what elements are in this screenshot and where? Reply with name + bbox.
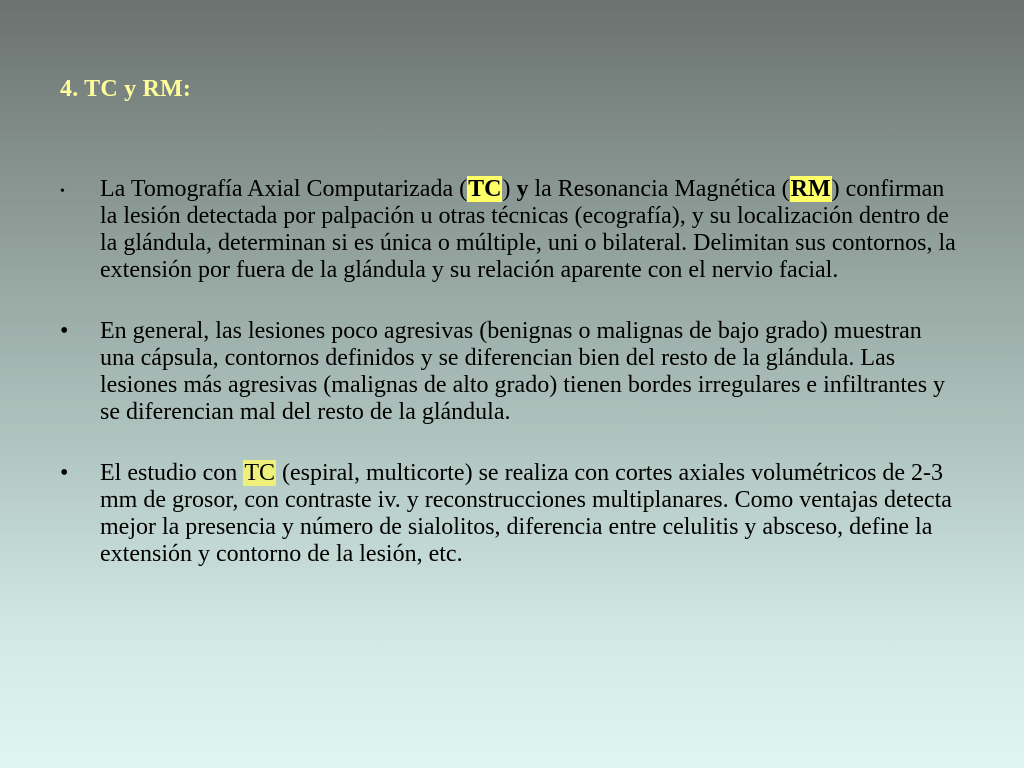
highlight-tc: TC — [468, 176, 502, 202]
slide-title: 4. TC y RM: — [60, 76, 192, 102]
bullet-text-segment: ) confirman la lesión detectada por palpación u otras técnicas (ecografía), y su localización dentro de la glándula, determinan si es única o múltiple, uni o bilateral. Delimitan sus contornos, la extensión por fuera de la glándula y su relación aparente con el nervio facial. — [100, 176, 956, 283]
bullet-item-lesions — [60, 318, 960, 426]
bullet-text-segment: la Resonancia Magnética ( — [528, 176, 790, 202]
bullet-marker: • — [60, 184, 65, 199]
bullet-text-segment: (espiral, multicorte) se realiza con cortes axiales volumétricos de 2-3 mm de grosor, con contraste iv. y reconstrucciones multiplanares. Como ventajas detecta mejor la presencia y número de sialolitos, diferencia entre celulitis y absceso, define la extensión y contorno de la lesión, etc. — [100, 460, 952, 567]
bullet-text-segment-bold: y — [510, 176, 529, 202]
highlight-tc: TC — [244, 460, 275, 486]
bullet-list — [60, 176, 960, 602]
bullet-item-ct-mri — [60, 176, 960, 284]
bullet-marker: • — [60, 318, 69, 344]
bullet-text: En general, las lesiones poco agresivas (benignas o malignas de bajo grado) muestran una cápsula, contornos definidos y se diferencian bien del resto de la glándula. Las lesiones más agresivas (malignas de alto grado) tienen bordes irregulares e infiltrantes y se diferencian mal del resto de la glándula. — [100, 318, 946, 425]
bullet-text-segment: La Tomografía Axial Computarizada ( — [100, 176, 468, 202]
highlight-rm: RM — [790, 176, 831, 202]
bullet-item-ct-study — [60, 460, 960, 568]
bullet-text-segment: ) — [502, 176, 511, 202]
bullet-marker: • — [60, 460, 69, 486]
bullet-text-segment: El estudio con — [100, 460, 244, 486]
